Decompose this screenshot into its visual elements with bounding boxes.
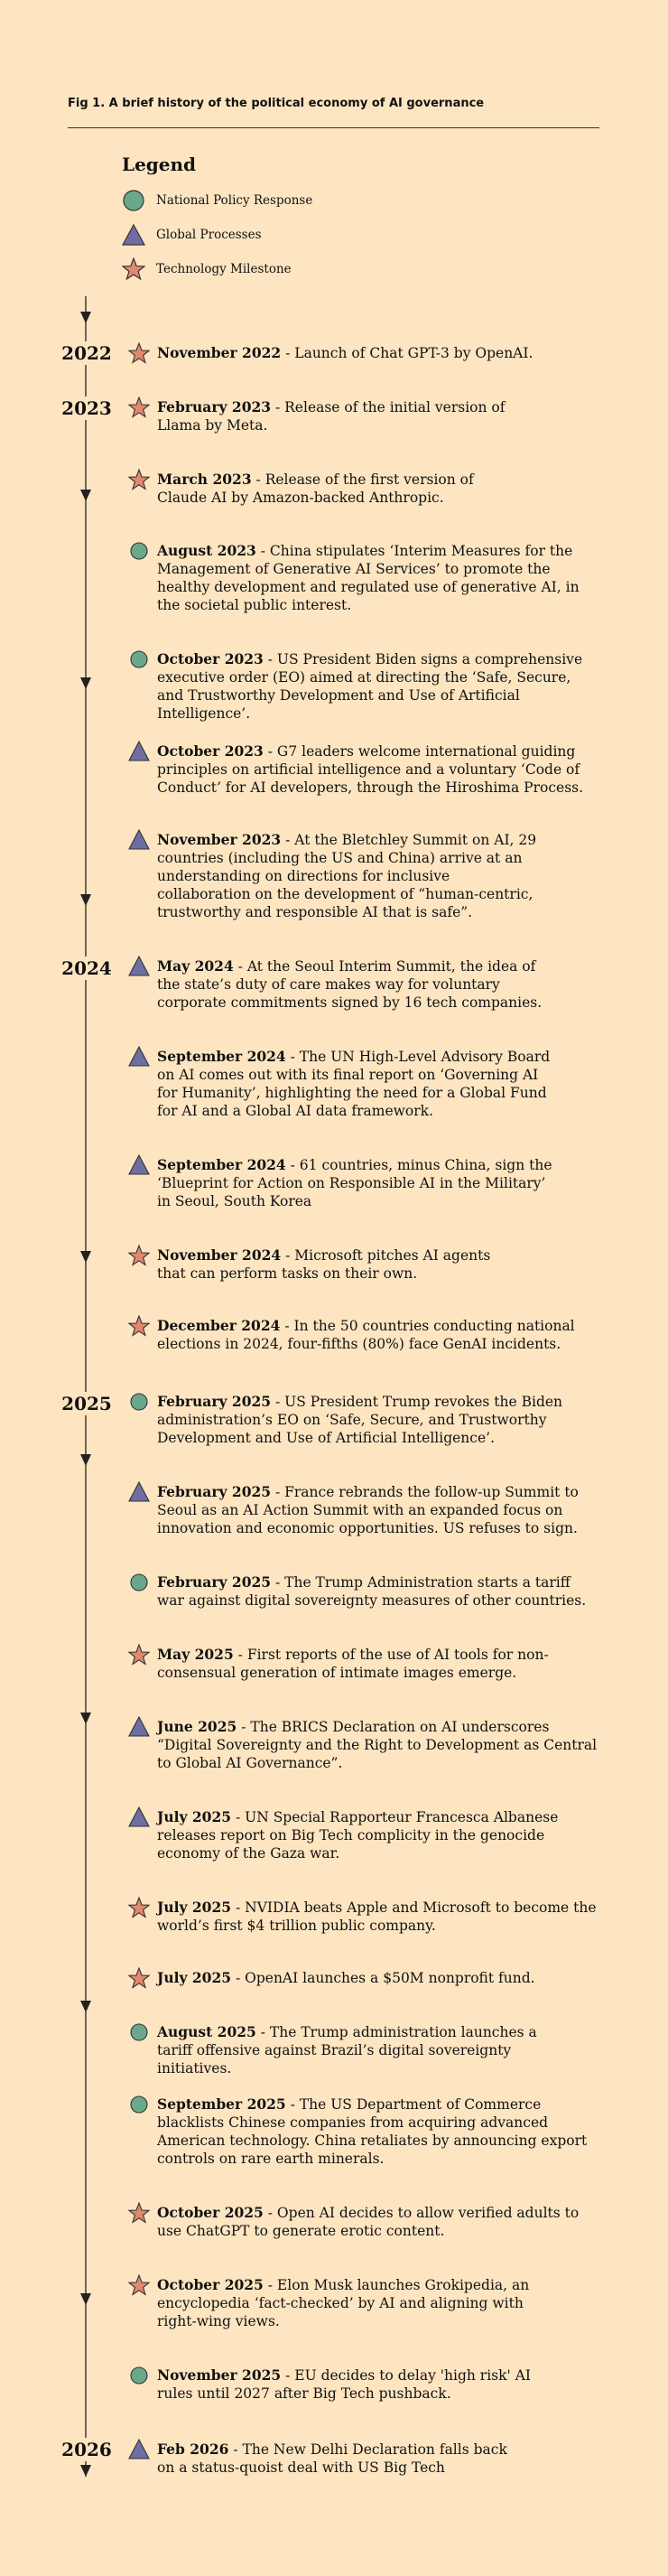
event-date: February 2023	[157, 398, 272, 415]
legend-label: Technology Milestone	[156, 262, 292, 276]
event-date: September 2024	[157, 1156, 286, 1173]
event-description: - First reports of the use of AI tools for non-consensual generation of intimate images emerge.	[157, 1647, 549, 1681]
event-description: - Release of the initial version of Llama by Meta.	[157, 399, 506, 434]
event-description: - Launch of Chat GPT-3 by OpenAI.	[281, 345, 533, 361]
legend-label: National Policy Response	[156, 193, 313, 208]
legend-label: Global Processes	[156, 228, 262, 242]
event-date: November 2025	[157, 2366, 282, 2384]
event-date: July 2025	[157, 1899, 232, 1916]
event-date: Feb 2026	[157, 2441, 229, 2458]
event-date: October 2023	[157, 650, 264, 667]
event-date: March 2023	[157, 471, 252, 488]
year-label-2022: 2022	[60, 341, 114, 365]
event-date: May 2025	[157, 1646, 234, 1663]
event-date: November 2023	[157, 831, 282, 848]
event-date: February 2025	[157, 1483, 272, 1500]
event-date: December 2024	[157, 1317, 281, 1334]
event-description: - Open AI decides to allow verified adults to use ChatGPT to generate erotic content.	[157, 2205, 580, 2239]
event-description: - The Trump administration launches a tariff offensive against Brazil’s digital sovereignty initiatives.	[157, 2024, 537, 2077]
year-label-2025: 2025	[60, 1392, 114, 1415]
timeline-arrow-icon	[80, 490, 91, 501]
year-label-2023: 2023	[60, 397, 114, 420]
timeline-arrow-icon	[80, 677, 91, 689]
event-description: - France rebrands the follow-up Summit to Seoul as an AI Action Summit with an expanded focus on innovation and economic opportunities. US refuses to sign.	[157, 1484, 579, 1536]
event-date: October 2025	[157, 2276, 264, 2293]
event-description: - US President Biden signs a comprehensive executive order (EO) aimed at directing the ‘Safe, Secure, and Trustworthy Development and Use of Artificial Intelligence’.	[157, 651, 583, 722]
event-description: - UN Special Rapporteur Francesca Albanese releases report on Big Tech complicity in the genocide economy of the Gaza war.	[157, 1809, 559, 1862]
event-description: - The New Delhi Declaration falls back on a status-quoist deal with US Big Tech	[157, 2441, 507, 2476]
event-description: - In the 50 countries conducting national elections in 2024, four-fifths (80%) face GenAI incidents.	[157, 1318, 575, 1352]
event-date: September 2025	[157, 2095, 286, 2113]
timeline-arrow-icon	[80, 1713, 91, 1724]
event-date: June 2025	[157, 1718, 237, 1735]
event-description: - Microsoft pitches AI agents that can perform tasks on their own.	[157, 1247, 491, 1282]
year-label-2026: 2026	[60, 2438, 114, 2461]
event-description: - At the Seoul Interim Summit, the idea of the state’s duty of care makes way for voluntary corporate commitments signed by 16 tech companies.	[157, 958, 543, 1011]
timeline-arrow-icon	[80, 2465, 91, 2477]
event-date: July 2025	[157, 1808, 232, 1825]
event-date: October 2023	[157, 742, 264, 760]
event-date: July 2025	[157, 1969, 232, 1986]
timeline-arrow-icon	[80, 312, 91, 323]
event-date: February 2025	[157, 1393, 272, 1410]
event-date: October 2025	[157, 2204, 264, 2221]
event-description: - At the Bletchley Summit on AI, 29 countries (including the US and China) arrive at an understanding on directions for inclusive collaboration on the development of “human-centric, trustworthy and responsible AI that is safe”.	[157, 832, 537, 920]
event-date: February 2025	[157, 1573, 272, 1591]
event-description: - Elon Musk launches Grokipedia, an encyclopedia ‘fact-checked’ by AI and aligning with right-wing views.	[157, 2277, 530, 2329]
timeline-arrow-icon	[80, 1251, 91, 1263]
timeline-arrow-icon	[80, 2001, 91, 2012]
event-description: - The US Department of Commerce blacklists Chinese companies from acquiring advanced American technology. China retaliates by announcing export controls on rare earth minerals.	[157, 2096, 588, 2167]
event-date: September 2024	[157, 1048, 286, 1065]
timeline-arrow-icon	[80, 2293, 91, 2305]
event-description: - US President Trump revokes the Biden administration’s EO on ‘Safe, Secure, and Trustworthy Development and Use of Artificial Intelligence’.	[157, 1394, 563, 1446]
event-date: May 2024	[157, 957, 234, 975]
figure-title: Fig 1. A brief history of the political economy of AI governance	[68, 97, 485, 110]
event-description: - EU decides to delay 'high risk' AI rules until 2027 after Big Tech pushback.	[157, 2367, 532, 2402]
year-label-2024: 2024	[60, 957, 114, 980]
event-description: - 61 countries, minus China, sign the ‘Blueprint for Action on Responsible AI in the Military’ in Seoul, South Korea	[157, 1157, 552, 1209]
timeline-arrow-icon	[80, 894, 91, 906]
legend-title: Legend	[122, 154, 197, 175]
event-date: August 2023	[157, 542, 256, 559]
event-description: - China stipulates ‘Interim Measures for the Management of Generative AI Services’ to promote the healthy development and regulated use of generative AI, in the societal public interest.	[157, 543, 580, 613]
event-description: - The BRICS Declaration on AI underscores “Digital Sovereignty and the Right to Development as Central to Global AI Governance”.	[157, 1719, 598, 1771]
event-description: - OpenAI launches a $50M nonprofit fund.	[231, 1970, 535, 1986]
event-date: November 2022	[157, 344, 282, 361]
timeline-arrow-icon	[80, 1454, 91, 1466]
event-description: - Release of the first version of Claude AI by Amazon-backed Anthropic.	[157, 471, 474, 506]
event-date: November 2024	[157, 1246, 282, 1264]
event-description: - The UN High-Level Advisory Board on AI comes out with its final report on ‘Governing AI for Humanity’, highlighting the need for a Global Fund for AI and a Global AI data framework.	[157, 1049, 551, 1119]
event-date: August 2025	[157, 2023, 256, 2040]
event-description: - NVIDIA beats Apple and Microsoft to become the world’s first $4 trillion public company.	[157, 1899, 597, 1934]
event-description: - G7 leaders welcome international guiding principles on artificial intelligence and a voluntary ‘Code of Conduct’ for AI developers, through the Hiroshima Process.	[157, 743, 584, 796]
event-description: - The Trump Administration starts a tariff war against digital sovereignty measures of other countries.	[157, 1574, 587, 1609]
